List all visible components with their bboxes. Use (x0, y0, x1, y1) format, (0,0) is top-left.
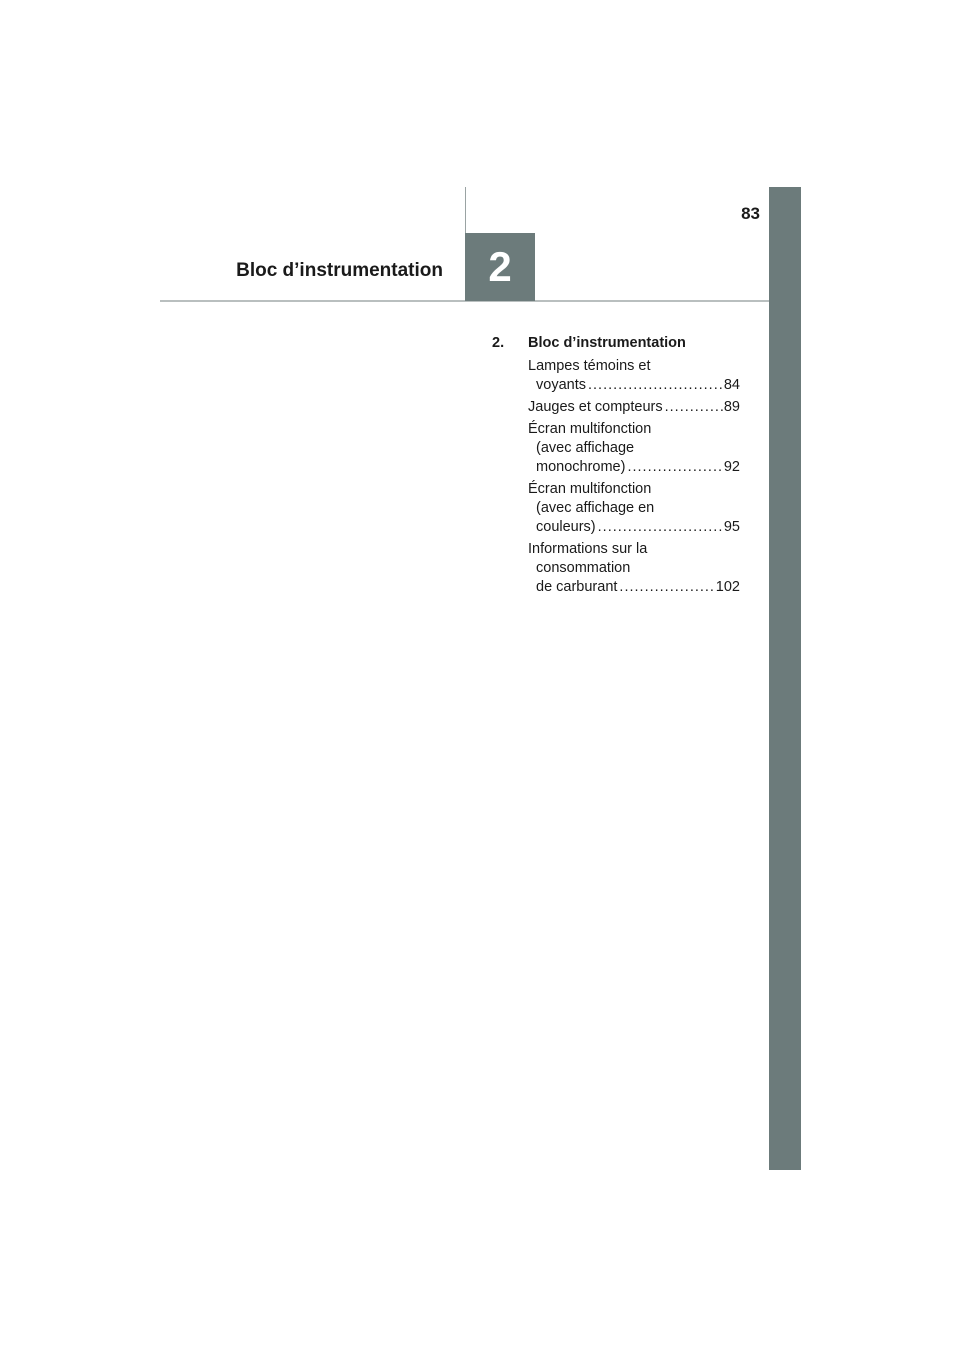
toc-entry[interactable] (528, 420, 740, 477)
toc-section-heading (492, 334, 740, 353)
toc-entry-text: (avec affichage en (536, 500, 655, 516)
toc-entry-text: (avec affichage (536, 440, 635, 456)
toc-entry-text: couleurs) (536, 519, 596, 535)
toc-leader-dots (596, 518, 724, 537)
table-of-contents (492, 334, 740, 600)
toc-entry-text: voyants (536, 377, 586, 393)
toc-entry-text: Écran multifonction (528, 481, 652, 497)
toc-entry-text: monochrome) (536, 459, 626, 475)
page-number: 83 (741, 204, 760, 223)
toc-entry[interactable] (528, 540, 740, 597)
toc-entry-list (528, 357, 740, 597)
toc-entry-page: 95 (723, 519, 740, 535)
chapter-number-box (465, 233, 535, 301)
toc-entry-text: Écran multifonction (528, 421, 652, 437)
toc-entry-page: 92 (723, 459, 740, 475)
toc-entry[interactable] (528, 480, 740, 537)
toc-leader-dots (663, 398, 724, 417)
chapter-title: Bloc d’instrumentation (236, 260, 443, 281)
toc-entry-text: Informations sur la (528, 541, 648, 557)
toc-section-number: 2. (492, 335, 505, 351)
toc-entry-page: 89 (723, 399, 740, 415)
toc-leader-dots (586, 376, 724, 395)
header-vertical-rule (465, 187, 466, 233)
chapter-side-tab (769, 187, 801, 1170)
toc-leader-dots (617, 578, 715, 597)
toc-entry-text: Jauges et compteurs (528, 399, 663, 415)
toc-entry-page: 102 (715, 579, 740, 595)
toc-entry-text: Lampes témoins et (528, 358, 651, 374)
toc-section-title: Bloc d’instrumentation (528, 335, 686, 351)
toc-entry[interactable] (528, 398, 740, 417)
toc-entry-page: 84 (723, 377, 740, 393)
chapter-number: 2 (488, 243, 512, 290)
toc-leader-dots (625, 458, 723, 477)
toc-entry-text: de carburant (536, 579, 618, 595)
toc-entry[interactable] (528, 357, 740, 395)
toc-entry-text: consommation (536, 560, 631, 576)
